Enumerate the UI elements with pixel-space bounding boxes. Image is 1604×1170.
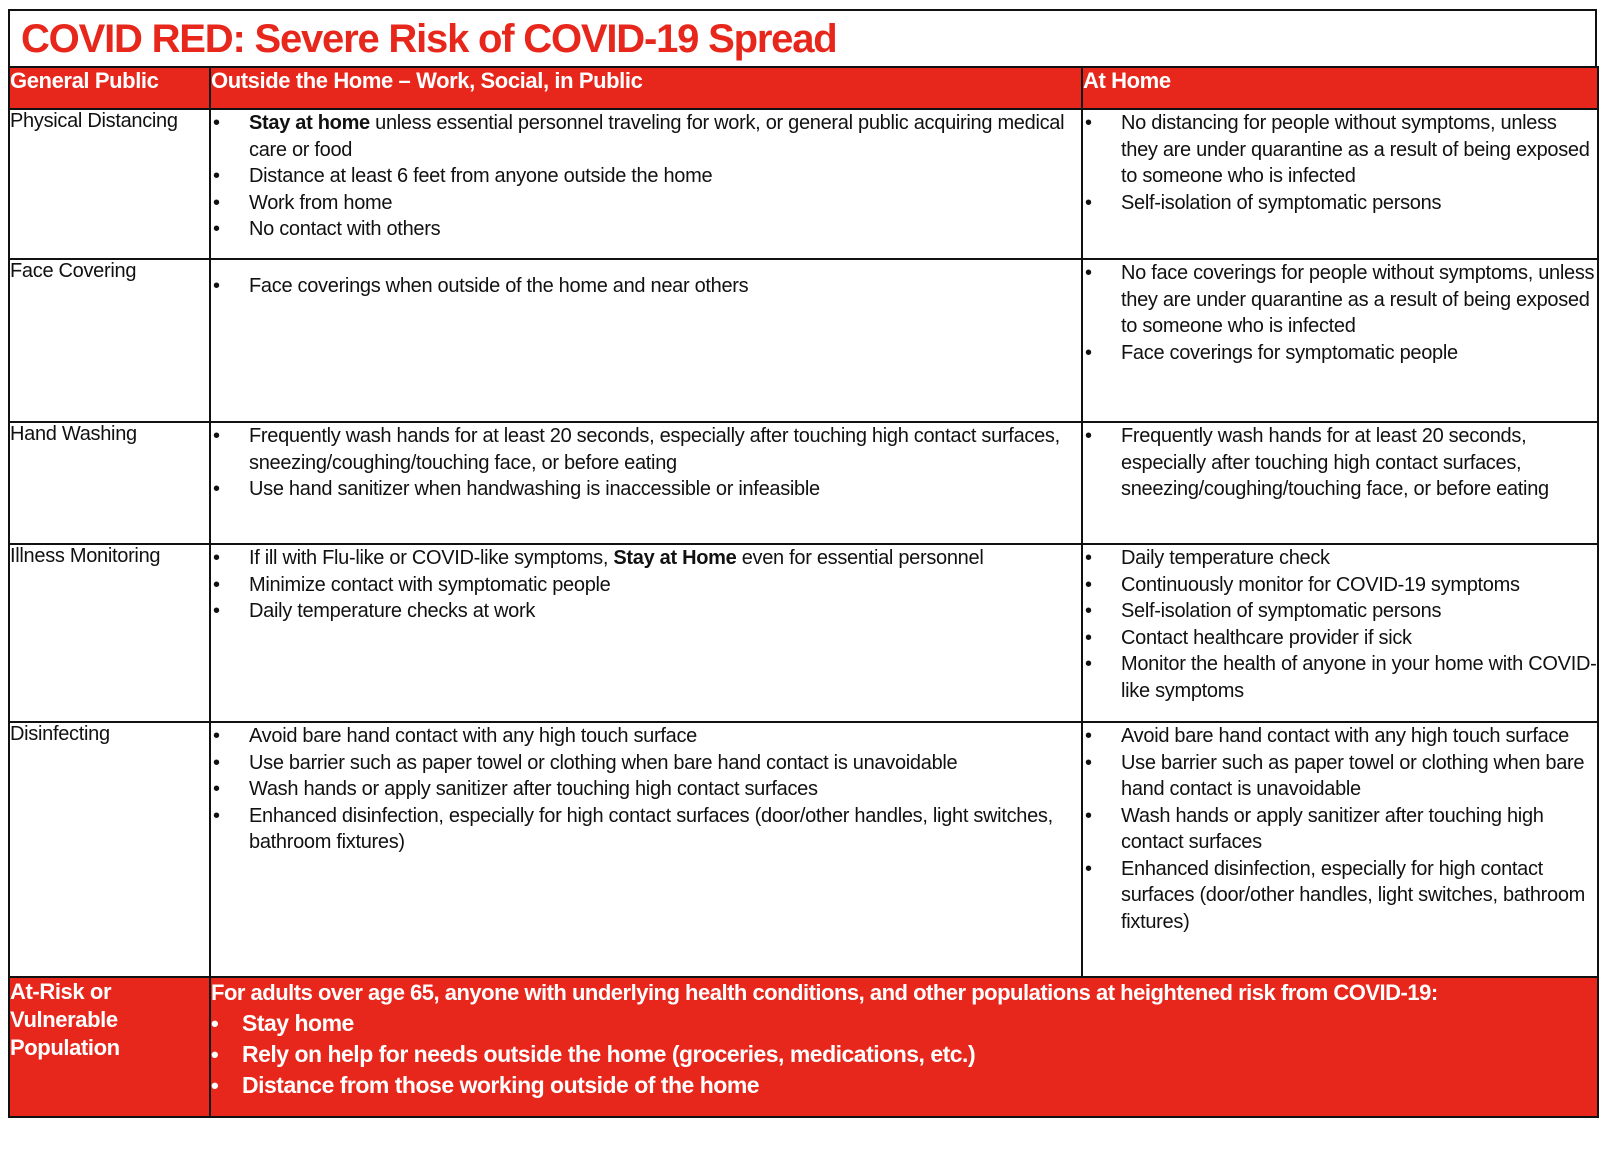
list-item: • Daily temperature check <box>1083 545 1597 572</box>
bullet-list <box>1083 260 1597 366</box>
at-home-cell <box>1082 544 1598 722</box>
category-label: Physical Distancing <box>9 109 210 259</box>
emphasis-text: Stay at home <box>249 112 370 134</box>
at-home-cell <box>1082 422 1598 544</box>
outside-home-cell <box>210 544 1082 722</box>
table-row <box>9 544 1598 722</box>
bullet-list <box>1083 110 1597 216</box>
bullet-list <box>1083 723 1597 935</box>
list-item: • Face coverings when outside of the home and near others <box>211 273 1081 300</box>
header-at-home: At Home <box>1082 67 1598 109</box>
list-item: • Avoid bare hand contact with any high touch surface <box>1083 723 1597 750</box>
table-row <box>9 109 1598 259</box>
list-item: • Distance from those working outside of the home <box>211 1070 1597 1101</box>
category-label: Face Covering <box>9 259 210 422</box>
list-item: • Self-isolation of symptomatic persons <box>1083 598 1597 625</box>
list-item: • Self-isolation of symptomatic persons <box>1083 190 1597 217</box>
list-item: • No face coverings for people without symptoms, unless they are under quarantine as a result of being exposed to someone who is infected <box>1083 260 1597 340</box>
list-item: • Stay home <box>211 1008 1597 1039</box>
outside-home-cell <box>210 722 1082 977</box>
category-label: Illness Monitoring <box>9 544 210 722</box>
category-label: Disinfecting <box>9 722 210 977</box>
at-home-cell <box>1082 259 1598 422</box>
bullet-list <box>1083 545 1597 704</box>
at-home-cell <box>1082 109 1598 259</box>
at-risk-intro: For adults over age 65, anyone with underlying health conditions, and other populations at heightened risk from COVID-19: <box>211 980 1438 1005</box>
item-text: If ill with Flu-like or COVID-like symptoms, <box>249 547 614 569</box>
list-item: • Contact healthcare provider if sick <box>1083 625 1597 652</box>
list-item: • Use barrier such as paper towel or clothing when bare hand contact is unavoidable <box>1083 750 1597 803</box>
list-item: • No contact with others <box>211 216 1081 243</box>
list-item: • Continuously monitor for COVID-19 symptoms <box>1083 572 1597 599</box>
emphasis-text: Stay at Home <box>613 547 737 569</box>
outside-home-cell <box>210 109 1082 259</box>
header-row <box>9 67 1598 109</box>
guidance-table <box>8 66 1599 1118</box>
at-risk-category-label: At-Risk or Vulnerable Population <box>9 977 210 1117</box>
list-item: • Enhanced disinfection, especially for high contact surfaces (door/other handles, light switches, bathroom fixtures) <box>211 803 1081 856</box>
table-row <box>9 259 1598 422</box>
list-item: • Rely on help for needs outside the home (groceries, medications, etc.) <box>211 1039 1597 1070</box>
list-item: • Wash hands or apply sanitizer after touching high contact surfaces <box>211 776 1081 803</box>
list-item: • Enhanced disinfection, especially for high contact surfaces (door/other handles, light switches, bathroom fixtures) <box>1083 856 1597 936</box>
list-item: • Daily temperature checks at work <box>211 598 1081 625</box>
outside-home-cell <box>210 422 1082 544</box>
outside-home-cell <box>210 259 1082 422</box>
header-outside-home: Outside the Home – Work, Social, in Public <box>210 67 1082 109</box>
bullet-list <box>1083 423 1597 503</box>
list-item: • No distancing for people without symptoms, unless they are under quarantine as a result of being exposed to someone who is infected <box>1083 110 1597 190</box>
table-row <box>9 422 1598 544</box>
table-row <box>9 722 1598 977</box>
list-item <box>211 545 1081 572</box>
bullet-list <box>211 273 1081 300</box>
list-item: • Monitor the health of anyone in your home with COVID-like symptoms <box>1083 651 1597 704</box>
at-home-cell <box>1082 722 1598 977</box>
list-item: • Frequently wash hands for at least 20 seconds, especially after touching high contact surfaces, sneezing/coughing/touching face, or before eating <box>211 423 1081 476</box>
list-item: • Minimize contact with symptomatic people <box>211 572 1081 599</box>
at-risk-guidance-cell <box>210 977 1598 1117</box>
page-title: COVID RED: Severe Risk of COVID-19 Spread <box>21 17 837 61</box>
list-item: • Avoid bare hand contact with any high touch surface <box>211 723 1081 750</box>
bullet-list <box>211 423 1081 503</box>
bullet-list <box>211 110 1081 243</box>
list-item: • Work from home <box>211 190 1081 217</box>
list-item: • Use hand sanitizer when handwashing is inaccessible or infeasible <box>211 476 1081 503</box>
list-item: • Wash hands or apply sanitizer after touching high contact surfaces <box>1083 803 1597 856</box>
at-risk-row <box>9 977 1598 1117</box>
header-general-public: General Public <box>9 67 210 109</box>
item-text: even for essential personnel <box>736 547 984 569</box>
bullet-list <box>211 1008 1597 1101</box>
category-label: Hand Washing <box>9 422 210 544</box>
list-item: • Distance at least 6 feet from anyone outside the home <box>211 163 1081 190</box>
title-bar <box>8 9 1597 66</box>
list-item: • Face coverings for symptomatic people <box>1083 340 1597 367</box>
list-item <box>211 110 1081 163</box>
item-text: unless essential personnel traveling for work, or general public acquiring medical care or food <box>249 112 1065 161</box>
bullet-list <box>211 545 1081 625</box>
bullet-list <box>211 723 1081 856</box>
list-item: • Use barrier such as paper towel or clothing when bare hand contact is unavoidable <box>211 750 1081 777</box>
list-item: • Frequently wash hands for at least 20 seconds, especially after touching high contact surfaces, sneezing/coughing/touching face, or before eating <box>1083 423 1597 503</box>
covid-red-guidance-sheet <box>8 9 1597 1162</box>
